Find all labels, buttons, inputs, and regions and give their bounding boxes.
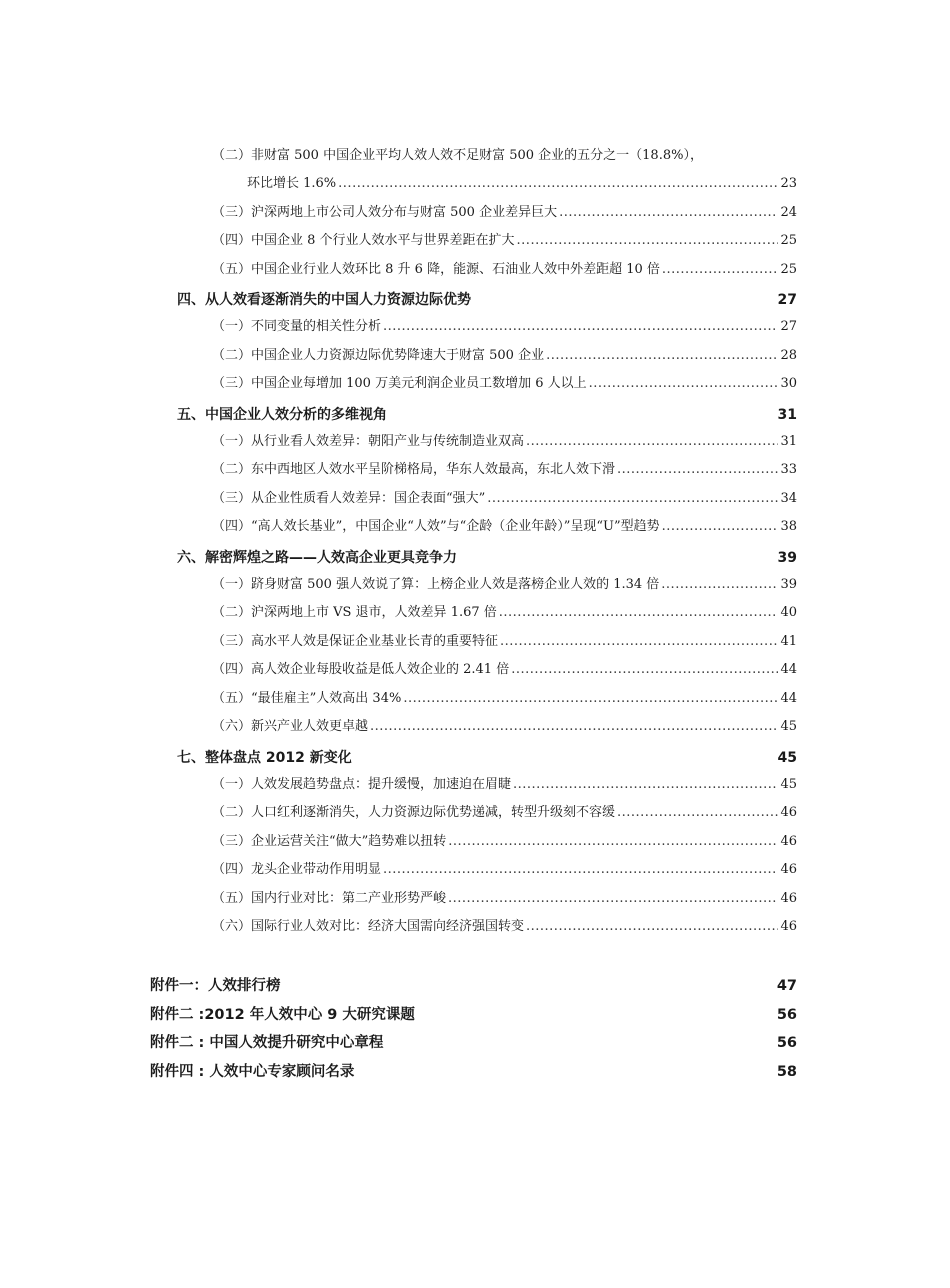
toc-item-page: 46 — [780, 834, 797, 849]
dot-leader — [499, 603, 779, 623]
dot-leader — [546, 346, 778, 366]
dot-leader — [617, 460, 778, 480]
toc-item-label: （五）中国企业行业人效环比 8 升 6 降，能源、石油业人效中外差距超 10 倍 — [212, 262, 660, 277]
toc-item-page: 46 — [780, 862, 797, 877]
toc-item-6-3[interactable] — [212, 632, 797, 652]
toc-item-label: （二）中国企业人力资源边际优势降速大于财富 500 企业 — [212, 348, 545, 363]
toc-appendix-title: 附件二 : 中国人效提升研究中心章程 — [150, 1035, 384, 1051]
toc-appendix-title: 附件一：人效排行榜 — [150, 978, 281, 994]
dot-leader — [511, 660, 778, 680]
toc-item-page: 24 — [780, 205, 797, 220]
toc-item-label: （一）不同变量的相关性分析 — [212, 319, 382, 334]
toc-item-3-5[interactable] — [212, 260, 797, 280]
toc-item-page: 38 — [780, 519, 797, 534]
toc-item-label: （一）从行业看人效差异：朝阳产业与传统制造业双高 — [212, 434, 525, 449]
toc-item-label: （三）高水平人效是保证企业基业长青的重要特征 — [212, 634, 499, 649]
toc-item-page: 41 — [780, 634, 797, 649]
toc-item-page: 25 — [780, 233, 797, 248]
dot-leader — [589, 374, 779, 394]
dot-leader — [517, 231, 779, 251]
toc-item-page: 27 — [780, 319, 797, 334]
toc-item-label: （六）国际行业人效对比：经济大国需向经济强国转变 — [212, 919, 525, 934]
toc-appendix-page: 56 — [776, 1035, 797, 1051]
toc-item-5-1[interactable] — [212, 432, 797, 452]
toc-section-page: 39 — [777, 550, 797, 566]
toc-item-5-3[interactable] — [212, 489, 797, 509]
toc-appendix-title: 附件四 : 人效中心专家顾问名录 — [150, 1064, 355, 1080]
toc-item-page: 44 — [780, 662, 797, 677]
dot-leader — [338, 174, 778, 194]
toc-item-label: （四）龙头企业带动作用明显 — [212, 862, 382, 877]
toc-item-label: （四）中国企业 8 个行业人效水平与世界差距在扩大 — [212, 233, 515, 248]
dot-leader — [370, 717, 778, 737]
toc-item-5-2[interactable] — [212, 460, 797, 480]
toc-item-label: （一）跻身财富 500 强人效说了算：上榜企业人效是落榜企业人效的 1.34 倍 — [212, 577, 660, 592]
toc-item-label: （四）“高人效长基业”，中国企业“人效”与“企龄（企业年龄）”呈现“U”型趋势 — [212, 519, 660, 534]
toc-item-page: 45 — [780, 777, 797, 792]
toc-appendix-title: 附件二 :2012 年人效中心 9 大研究课题 — [150, 1007, 415, 1023]
toc-item-page: 34 — [780, 491, 797, 506]
toc-appendix-4[interactable] — [150, 1061, 797, 1083]
dot-leader — [383, 317, 778, 337]
dot-leader — [526, 917, 778, 937]
toc-item-page: 46 — [780, 919, 797, 934]
toc-item-6-1[interactable] — [212, 575, 797, 595]
toc-item-3-2[interactable] — [247, 174, 797, 194]
toc-item-label: （一）人效发展趋势盘点：提升缓慢，加速迫在眉睫 — [212, 777, 512, 792]
toc-item-page: 30 — [780, 376, 797, 391]
toc-item-page: 23 — [780, 176, 797, 191]
toc-section-title: 七、整体盘点 2012 新变化 — [177, 750, 352, 766]
toc-item-label: （二）人口红利逐渐消失，人力资源边际优势递减，转型升级刻不容缓 — [212, 805, 616, 820]
toc-item-page: 46 — [780, 805, 797, 820]
toc-item-7-1[interactable] — [212, 775, 797, 795]
dot-leader — [448, 889, 778, 909]
toc-section-page: 31 — [777, 407, 797, 423]
dot-leader — [662, 260, 779, 280]
dot-leader — [617, 803, 778, 823]
toc-item-7-4[interactable] — [212, 860, 797, 880]
toc-item-label: （三）从企业性质看人效差异：国企表面“强大” — [212, 491, 486, 506]
dot-leader — [513, 775, 778, 795]
toc-section-6[interactable] — [177, 547, 797, 569]
toc-item-label: （五）国内行业对比：第二产业形势严峻 — [212, 891, 447, 906]
toc-item-page: 39 — [780, 577, 797, 592]
toc-item-label: （三）沪深两地上市公司人效分布与财富 500 企业差异巨大 — [212, 205, 558, 220]
toc-item-label: （三）中国企业每增加 100 万美元利润企业员工数增加 6 人以上 — [212, 376, 587, 391]
dot-leader — [448, 832, 778, 852]
toc-item-3-4[interactable] — [212, 231, 797, 251]
toc-section-title: 四、从人效看逐渐消失的中国人力资源边际优势 — [177, 292, 471, 308]
toc-appendix-page: 58 — [776, 1064, 797, 1080]
toc-item-3-3[interactable] — [212, 203, 797, 223]
dot-leader — [526, 432, 778, 452]
toc-item-label: （二）东中西地区人效水平呈阶梯格局，华东人效最高，东北人效下滑 — [212, 462, 616, 477]
dot-leader — [500, 632, 778, 652]
toc-section-page: 45 — [777, 750, 797, 766]
toc-item-5-4[interactable] — [212, 517, 797, 537]
toc-item-label: 环比增长 1.6% — [247, 176, 337, 191]
dot-leader — [403, 689, 778, 709]
toc-item-7-2[interactable] — [212, 803, 797, 823]
dot-leader — [662, 517, 779, 537]
toc-appendix-3[interactable] — [150, 1032, 797, 1054]
toc-item-6-5[interactable] — [212, 689, 797, 709]
toc-item-page: 45 — [780, 719, 797, 734]
toc-item-4-2[interactable] — [212, 346, 797, 366]
toc-appendix-page: 47 — [776, 978, 797, 994]
toc-item-7-5[interactable] — [212, 889, 797, 909]
toc-item-7-6[interactable] — [212, 917, 797, 937]
toc-item-page: 33 — [780, 462, 797, 477]
toc-section-4[interactable] — [177, 289, 797, 311]
toc-item-label: （六）新兴产业人效更卓越 — [212, 719, 369, 734]
toc-item-label: （五）“最佳雇主”人效高出 34% — [212, 691, 402, 706]
toc-appendix-2[interactable] — [150, 1004, 797, 1026]
toc-section-page: 27 — [777, 292, 797, 308]
toc-section-title: 六、解密辉煌之路——人效高企业更具竞争力 — [177, 550, 457, 566]
toc-item-label: （三）企业运营关注“做大”趋势难以扭转 — [212, 834, 447, 849]
toc-item-3-2-line1: （二）非财富 500 中国企业平均人效人效不足财富 500 企业的五分之一（18.8%）， — [212, 148, 703, 163]
toc-item-label: （四）高人效企业每股收益是低人效企业的 2.41 倍 — [212, 662, 510, 677]
toc-appendix-page: 56 — [776, 1007, 797, 1023]
dot-leader — [661, 575, 778, 595]
toc-item-6-2[interactable] — [212, 603, 797, 623]
toc-item-7-3[interactable] — [212, 832, 797, 852]
toc-item-page: 25 — [780, 262, 797, 277]
toc-item-label: （二）沪深两地上市 VS 退市，人效差异 1.67 倍 — [212, 605, 497, 620]
dot-leader — [487, 489, 778, 509]
toc-item-page: 28 — [780, 348, 797, 363]
toc-item-4-3[interactable] — [212, 374, 797, 394]
toc-section-5[interactable] — [177, 404, 797, 426]
dot-leader — [559, 203, 778, 223]
toc-section-title: 五、中国企业人效分析的多维视角 — [177, 407, 387, 423]
toc-item-page: 40 — [780, 605, 797, 620]
toc-item-6-4[interactable] — [212, 660, 797, 680]
toc-appendix-1[interactable] — [150, 975, 797, 997]
toc-item-page: 31 — [780, 434, 797, 449]
toc-item-page: 46 — [780, 891, 797, 906]
toc-section-7[interactable] — [177, 747, 797, 769]
toc-item-4-1[interactable] — [212, 317, 797, 337]
toc-item-6-6[interactable] — [212, 717, 797, 737]
dot-leader — [383, 860, 778, 880]
toc-item-page: 44 — [780, 691, 797, 706]
